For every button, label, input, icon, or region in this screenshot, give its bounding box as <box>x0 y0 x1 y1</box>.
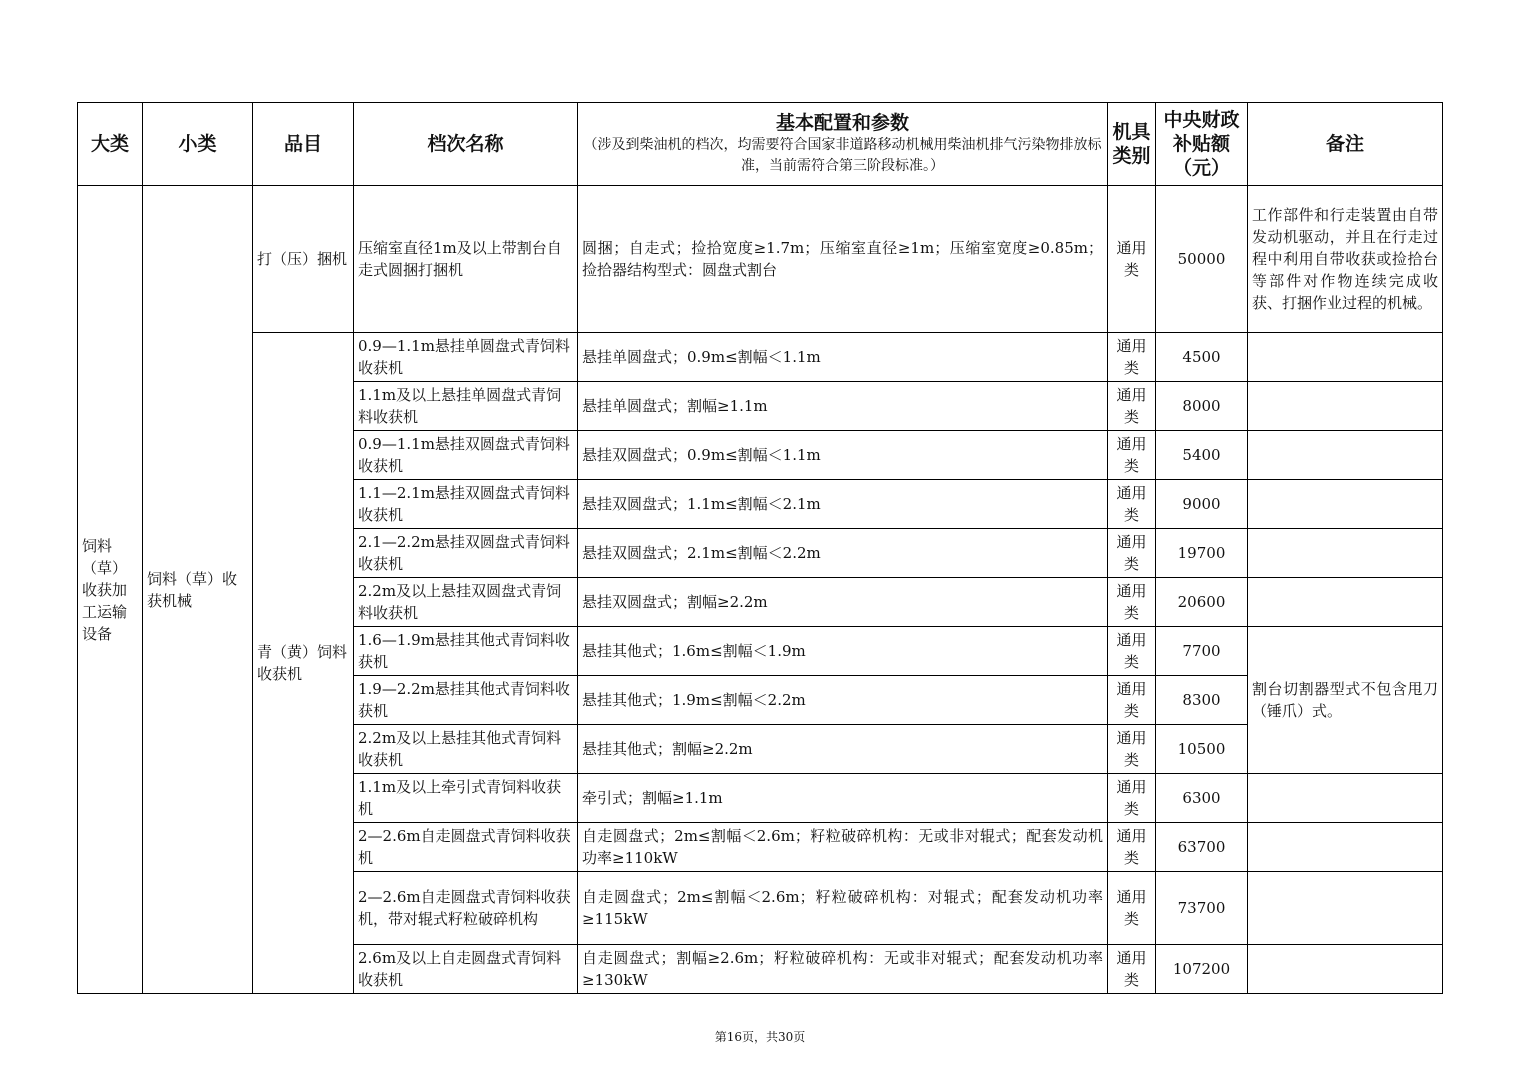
grade-name: 1.1m及以上悬挂单圆盘式青饲料收获机 <box>354 382 578 431</box>
remark-empty <box>1248 480 1443 529</box>
config: 悬挂其他式；1.6m≤割幅＜1.9m <box>578 627 1108 676</box>
grade-name: 1.1m及以上牵引式青饲料收获机 <box>354 774 578 823</box>
header-major: 大类 <box>78 103 143 186</box>
config: 悬挂单圆盘式；0.9m≤割幅＜1.1m <box>578 333 1108 382</box>
remark-empty <box>1248 823 1443 872</box>
machine-type: 通用类 <box>1108 382 1156 431</box>
grade-name: 2—2.6m自走圆盘式青饲料收获机 <box>354 823 578 872</box>
header-config-note: （涉及到柴油机的档次，均需要符合国家非道路移动机械用柴油机排气污染物排放标准，当前需符合第三阶段标准。） <box>583 137 1102 174</box>
config: 悬挂双圆盘式；1.1m≤割幅＜2.1m <box>578 480 1108 529</box>
header-config <box>578 103 1108 186</box>
grade-name: 0.9—1.1m悬挂单圆盘式青饲料收获机 <box>354 333 578 382</box>
subsidy-amount: 9000 <box>1156 480 1248 529</box>
grade-name: 0.9—1.1m悬挂双圆盘式青饲料收获机 <box>354 431 578 480</box>
grade-name: 2.6m及以上自走圆盘式青饲料收获机 <box>354 945 578 994</box>
config: 悬挂其他式；1.9m≤割幅＜2.2m <box>578 676 1108 725</box>
header-grade-name: 档次名称 <box>354 103 578 186</box>
subsidy-table <box>77 102 1443 994</box>
subsidy-amount: 8300 <box>1156 676 1248 725</box>
machine-type: 通用类 <box>1108 431 1156 480</box>
remark-empty <box>1248 333 1443 382</box>
header-machine-type: 机具类别 <box>1108 103 1156 186</box>
machine-type: 通用类 <box>1108 480 1156 529</box>
subsidy-amount: 50000 <box>1156 186 1248 333</box>
subsidy-amount: 5400 <box>1156 431 1248 480</box>
config: 圆捆；自走式；捡拾宽度≥1.7m；压缩室直径≥1m；压缩室宽度≥0.85m；捡拾器结构型式：圆盘式割台 <box>578 186 1108 333</box>
item-forage-harvester: 青（黄）饲料收获机 <box>253 333 354 994</box>
header-minor: 小类 <box>143 103 253 186</box>
config: 自走圆盘式；2m≤割幅＜2.6m；籽粒破碎机构：无或非对辊式；配套发动机功率≥110kW <box>578 823 1108 872</box>
subsidy-amount: 10500 <box>1156 725 1248 774</box>
remark-empty <box>1248 431 1443 480</box>
minor-category: 饲料（草）收获机械 <box>143 186 253 994</box>
machine-type: 通用类 <box>1108 725 1156 774</box>
config: 悬挂双圆盘式；2.1m≤割幅＜2.2m <box>578 529 1108 578</box>
table-row <box>78 186 1443 333</box>
remark-empty <box>1248 945 1443 994</box>
page-footer: 第16页，共30页 <box>714 1030 806 1044</box>
subsidy-amount: 20600 <box>1156 578 1248 627</box>
remark-empty <box>1248 529 1443 578</box>
grade-name: 压缩室直径1m及以上带割台自走式圆捆打捆机 <box>354 186 578 333</box>
machine-type: 通用类 <box>1108 945 1156 994</box>
header-subsidy: 中央财政补贴额（元） <box>1156 103 1248 186</box>
machine-type: 通用类 <box>1108 186 1156 333</box>
table-row <box>78 333 1443 382</box>
remark: 工作部件和行走装置由自带发动机驱动，并且在行走过程中利用自带收获或捡拾台等部件对作物连续完成收获、打捆作业过程的机械。 <box>1248 186 1443 333</box>
remark-empty <box>1248 578 1443 627</box>
machine-type: 通用类 <box>1108 872 1156 945</box>
config: 悬挂双圆盘式；0.9m≤割幅＜1.1m <box>578 431 1108 480</box>
machine-type: 通用类 <box>1108 578 1156 627</box>
major-category: 饲料（草）收获加工运输设备 <box>78 186 143 994</box>
grade-name: 1.9—2.2m悬挂其他式青饲料收获机 <box>354 676 578 725</box>
remark-empty <box>1248 382 1443 431</box>
machine-type: 通用类 <box>1108 676 1156 725</box>
subsidy-amount: 8000 <box>1156 382 1248 431</box>
subsidy-amount: 73700 <box>1156 872 1248 945</box>
config: 牵引式；割幅≥1.1m <box>578 774 1108 823</box>
item-baler: 打（压）捆机 <box>253 186 354 333</box>
grade-name: 2—2.6m自走圆盘式青饲料收获机，带对辊式籽粒破碎机构 <box>354 872 578 945</box>
machine-type: 通用类 <box>1108 529 1156 578</box>
machine-type: 通用类 <box>1108 627 1156 676</box>
grade-name: 2.2m及以上悬挂其他式青饲料收获机 <box>354 725 578 774</box>
config: 自走圆盘式；2m≤割幅＜2.6m；籽粒破碎机构：对辊式；配套发动机功率≥115kW <box>578 872 1108 945</box>
config: 悬挂其他式；割幅≥2.2m <box>578 725 1108 774</box>
machine-type: 通用类 <box>1108 774 1156 823</box>
grade-name: 1.1—2.1m悬挂双圆盘式青饲料收获机 <box>354 480 578 529</box>
header-item: 品目 <box>253 103 354 186</box>
subsidy-amount: 63700 <box>1156 823 1248 872</box>
config: 自走圆盘式；割幅≥2.6m；籽粒破碎机构：无或非对辊式；配套发动机功率≥130kW <box>578 945 1108 994</box>
subsidy-amount: 107200 <box>1156 945 1248 994</box>
remark-empty <box>1248 774 1443 823</box>
subsidy-amount: 4500 <box>1156 333 1248 382</box>
grade-name: 2.2m及以上悬挂双圆盘式青饲料收获机 <box>354 578 578 627</box>
config: 悬挂双圆盘式；割幅≥2.2m <box>578 578 1108 627</box>
subsidy-amount: 7700 <box>1156 627 1248 676</box>
machine-type: 通用类 <box>1108 333 1156 382</box>
grade-name: 1.6—1.9m悬挂其他式青饲料收获机 <box>354 627 578 676</box>
header-remark: 备注 <box>1248 103 1443 186</box>
grade-name: 2.1—2.2m悬挂双圆盘式青饲料收获机 <box>354 529 578 578</box>
subsidy-amount: 6300 <box>1156 774 1248 823</box>
header-row <box>78 103 1443 186</box>
header-config-title: 基本配置和参数 <box>775 112 909 134</box>
remark-empty <box>1248 872 1443 945</box>
config: 悬挂单圆盘式；割幅≥1.1m <box>578 382 1108 431</box>
remark: 割台切割器型式不包含甩刀（锤爪）式。 <box>1248 627 1443 774</box>
machine-type: 通用类 <box>1108 823 1156 872</box>
subsidy-amount: 19700 <box>1156 529 1248 578</box>
